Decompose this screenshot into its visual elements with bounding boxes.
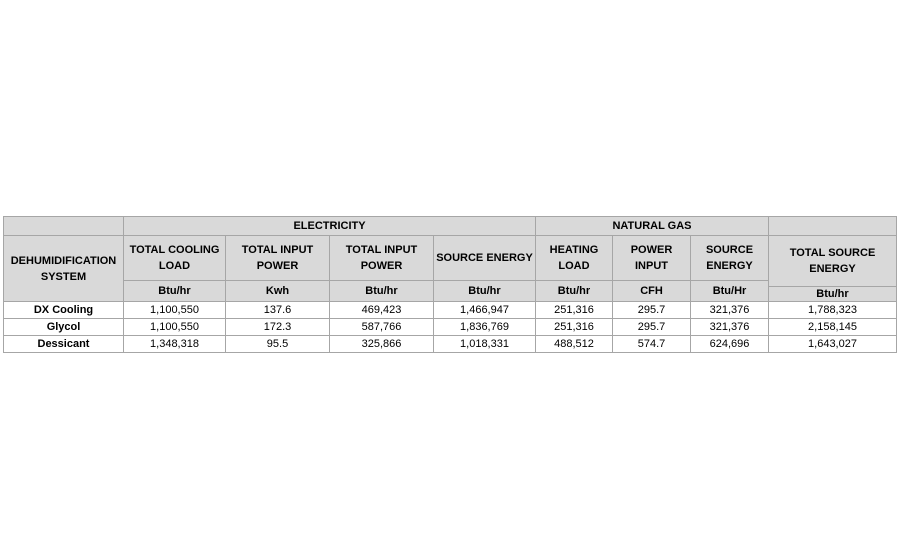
cell-value: 1,466,947 [434,302,536,319]
row-label-dessicant: Dessicant [4,336,124,353]
cell-value: 95.5 [226,336,330,353]
blank-total-cell [769,217,897,236]
cell-value: 1,836,769 [434,319,536,336]
header-heating-load: HEATING LOAD [536,236,613,281]
cell-value: 574.7 [613,336,691,353]
unit-source-energy-gas: Btu/Hr [691,281,769,302]
cell-value: 488,512 [536,336,613,353]
unit-power-input: CFH [613,281,691,302]
header-source-energy-gas: SOURCE ENERGY [691,236,769,281]
group-header-row [4,217,897,236]
header-source-energy-electric: SOURCE ENERGY [434,236,536,281]
blank-corner-cell [4,217,124,236]
cell-value: 2,158,145 [769,319,897,336]
unit-total-cooling-load: Btu/hr [124,281,226,302]
cell-value: 1,348,318 [124,336,226,353]
cell-value: 251,316 [536,302,613,319]
cell-value: 1,643,027 [769,336,897,353]
header-total-cooling-load: TOTAL COOLING LOAD [124,236,226,281]
row-label-dx-cooling: DX Cooling [4,302,124,319]
table-row [4,302,897,319]
table-row [4,319,897,336]
cell-value: 587,766 [330,319,434,336]
unit-total-input-power-btu: Btu/hr [330,281,434,302]
group-electricity: ELECTRICITY [124,217,536,236]
group-natural-gas: NATURAL GAS [536,217,769,236]
row-label-glycol: Glycol [4,319,124,336]
cell-value: 1,018,331 [434,336,536,353]
cell-value: 325,866 [330,336,434,353]
unit-heating-load: Btu/hr [536,281,613,302]
cell-value: 321,376 [691,302,769,319]
header-power-input: POWER INPUT [613,236,691,281]
cell-value: 624,696 [691,336,769,353]
cell-value: 295.7 [613,319,691,336]
cell-value: 137.6 [226,302,330,319]
unit-source-energy-electric: Btu/hr [434,281,536,302]
column-header-row [4,236,897,281]
unit-total-source-energy: Btu/hr [769,286,896,301]
header-total-source-energy [769,236,897,302]
header-total-input-power-btu: TOTAL INPUT POWER [330,236,434,281]
energy-comparison-table [3,216,897,353]
cell-value: 295.7 [613,302,691,319]
cell-value: 1,788,323 [769,302,897,319]
cell-value: 321,376 [691,319,769,336]
header-total-source-energy-label: TOTAL SOURCE ENERGY [789,247,876,275]
cell-value: 469,423 [330,302,434,319]
unit-total-input-power-kwh: Kwh [226,281,330,302]
cell-value: 1,100,550 [124,319,226,336]
cell-value: 172.3 [226,319,330,336]
header-dehumidification-system: DEHUMIDIFICATION SYSTEM [4,236,124,302]
cell-value: 251,316 [536,319,613,336]
header-total-input-power-kwh: TOTAL INPUT POWER [226,236,330,281]
cell-value: 1,100,550 [124,302,226,319]
table-row [4,336,897,353]
units-row [4,281,897,302]
